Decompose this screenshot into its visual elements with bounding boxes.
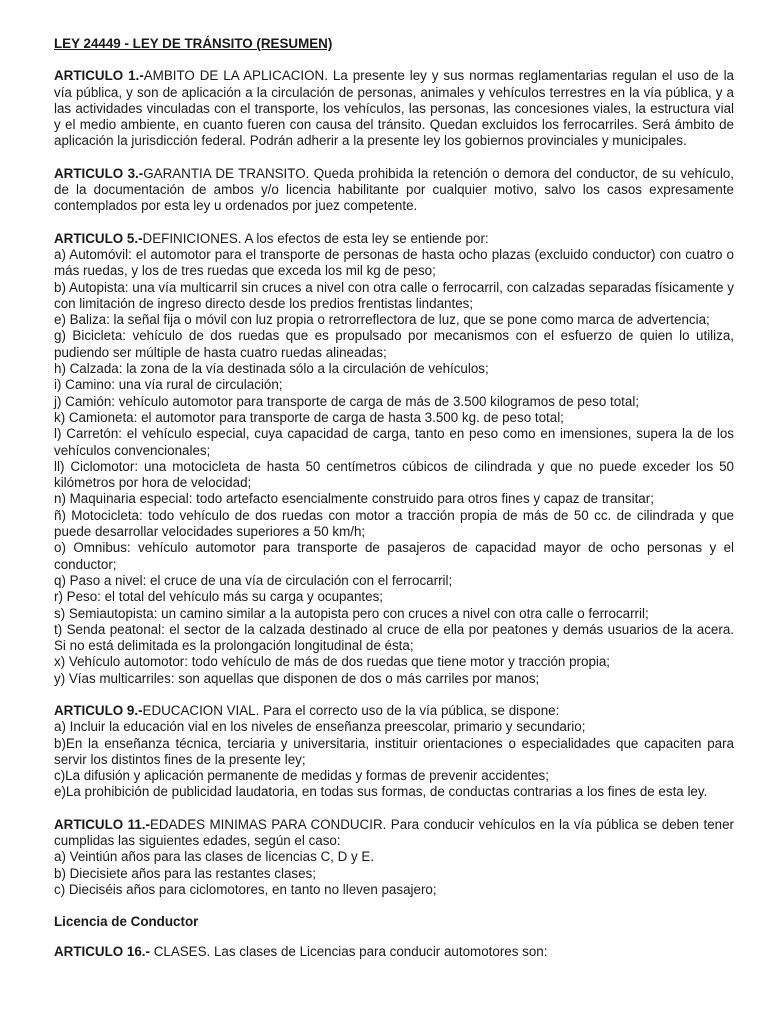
article-1-paragraph (54, 68, 734, 149)
article-16-paragraph (54, 944, 734, 960)
definition-item: a) Automóvil: el automotor para el transporte de personas de hasta ocho plazas (excluido conductor) con cuatro o más ruedas, y los de tres ruedas que exceda los mil kg de peso; (54, 246, 734, 279)
article-5-intro (54, 231, 734, 247)
definition-item: k) Camioneta: el automotor para transporte de carga de hasta 3.500 kg. de peso total; (54, 409, 564, 425)
article-16-text: CLASES. Las clases de Licencias para conducir automotores son: (149, 943, 548, 959)
education-item: a) Incluir la educación vial en los niveles de enseñanza preescolar, primario y secundario; (54, 719, 586, 735)
age-item: c) Dieciséis años para ciclomotores, en tanto no lleven pasajero; (54, 881, 437, 897)
definition-item: t) Senda peatonal: el sector de la calzada destinado al cruce de ella por peatones y demás usuarios de la acera. Si no está delimitada es la prolongación longitudinal de ésta; (54, 621, 734, 654)
license-section-heading: Licencia de Conductor (54, 914, 199, 930)
article-1 (54, 68, 734, 149)
definition-item: o) Omnibus: vehículo automotor para transporte de pasajeros de capacidad mayor de ocho personas y el conductor; (54, 540, 734, 572)
article-1-number: ARTICULO 1.- (54, 68, 144, 84)
article-11-number: ARTICULO 11.- (54, 816, 150, 832)
article-9-text: EDUCACION VIAL. Para el correcto uso de la vía pública, se dispone: (142, 702, 560, 718)
document-page (54, 36, 734, 974)
article-9-intro (54, 703, 734, 719)
article-3 (54, 166, 734, 215)
article-3-text: GARANTIA DE TRANSITO. Queda prohibida la retención o demora del conductor, de su vehículo, de la documentación de ambos y/o licencia habilitante por cualquier motivo, salvo los casos expresamente contemplados por esta ley u ordenados por juez competente. (54, 165, 734, 214)
definition-item: h) Calzada: la zona de la vía destinada sólo a la circulación de vehículos; (54, 361, 489, 377)
definition-item: g) Bicicleta: vehículo de dos ruedas que es propulsado por mecanismos con el esfuerzo de quien lo utiliza, pudiendo ser múltiple de hasta cuatro ruedas alineadas; (54, 328, 734, 360)
article-3-paragraph (54, 166, 734, 215)
article-5-number: ARTICULO 5.- (54, 230, 143, 246)
article-9-number: ARTICULO 9.- (54, 702, 143, 718)
definition-item: r) Peso: el total del vehículo más su carga y ocupantes; (54, 589, 383, 605)
definition-item: l) Carretón: el vehículo especial, cuya capacidad de carga, tanto en peso como en imensiones, supera la de los vehículos convencionales; (54, 426, 734, 458)
definition-item: x) Vehículo automotor: todo vehículo de más de dos ruedas que tiene motor y tracción propia; (54, 654, 611, 670)
education-item: b)En la enseñanza técnica, terciaria y universitaria, instituir orientaciones o especialidades que capaciten para servir los distintos fines de la presente ley; (54, 735, 734, 767)
definition-item: i) Camino: una vía rural de circulación; (54, 377, 283, 393)
article-1-text: AMBITO DE LA APLICACION. La presente ley y sus normas reglamentarias regulan el uso de la vía pública, y son de aplicación a la circulación de personas, animales y vehículos terrestres en la vía pública, y a las actividades vinculadas con el transporte, los vehículos, las personas, las concesiones viales, la estructura vial y el medio ambiente, en cuanto fueren con causa del tránsito. Quedan excluidos los ferrocarriles. Será ámbito de aplicación la jurisdicción federal. Podrán adherir a la presente ley los gobiernos provinciales y municipales. (54, 68, 734, 149)
definition-item: j) Camión: vehículo automotor para transporte de carga de más de 3.500 kilogramos de peso total; (54, 393, 640, 409)
article-5 (54, 231, 734, 687)
definition-item: q) Paso a nivel: el cruce de una vía de circulación con el ferrocarril; (54, 572, 453, 588)
definition-item: n) Maquinaria especial: todo artefacto esencialmente construido para otros fines y capaz de transitar; (54, 491, 654, 507)
article-3-number: ARTICULO 3.- (54, 165, 144, 181)
definition-item: b) Autopista: una vía multicarril sin cruces a nivel con otra calle o ferrocarril, con calzadas separadas físicamente y con limitación de ingreso directo desde los predios frentistas lindantes; (54, 279, 734, 311)
definition-item: s) Semiautopista: un camino similar a la autopista pero con cruces a nivel con otra calle o ferrocarril; (54, 605, 649, 621)
definition-item: e) Baliza: la señal fija o móvil con luz propia o retrorreflectora de luz, que se pone como marca de advertencia; (54, 312, 710, 328)
license-section (54, 914, 734, 960)
definition-item: y) Vías multicarriles: son aquellas que disponen de dos o más carriles por manos; (54, 670, 540, 686)
definition-item: ñ) Motocicleta: todo vehículo de dos ruedas con motor a tracción propia de más de 50 cc. de cilindrada y que puede desarrollar velocidades superiores a 50 km/h; (54, 507, 734, 540)
article-11 (54, 817, 734, 898)
definition-item: ll) Ciclomotor: una motocicleta de hasta 50 centímetros cúbicos de cilindrada y que no puede exceder los 50 kilómetros por hora de velocidad; (54, 458, 734, 491)
document-title: LEY 24449 - LEY DE TRÁNSITO (RESUMEN) (54, 36, 333, 51)
education-item: e)La prohibición de publicidad laudatoria, en todas sus formas, de conductas contrarias a los fines de esta ley. (54, 784, 708, 800)
article-11-text: EDADES MINIMAS PARA CONDUCIR. Para conducir vehículos en la vía pública se deben tener cumplidas las siguientes edades, según el caso: (54, 816, 734, 849)
article-11-intro (54, 817, 734, 850)
article-5-text: DEFINICIONES. A los efectos de esta ley se entiende por: (142, 230, 489, 246)
article-9 (54, 703, 734, 801)
age-item: a) Veintiún años para las clases de licencias C, D y E. (54, 849, 375, 865)
education-item: c)La difusión y aplicación permanente de medidas y formas de prevenir accidentes; (54, 768, 549, 784)
article-16-number: ARTICULO 16.- (54, 943, 150, 959)
age-item: b) Diecisiete años para las restantes clases; (54, 865, 316, 881)
